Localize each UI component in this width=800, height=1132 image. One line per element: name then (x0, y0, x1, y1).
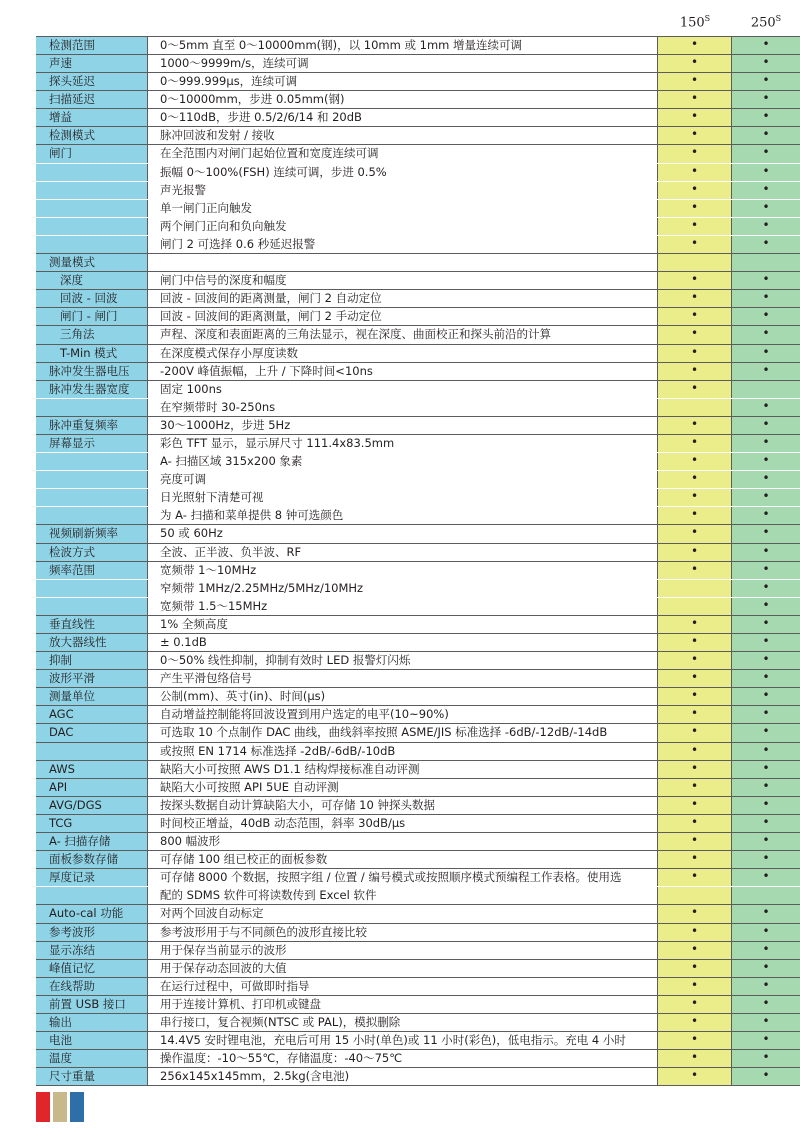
spec-value: 或按照 EN 1714 标准选择 -2dB/-6dB/-10dB (148, 743, 658, 760)
spec-row (36, 182, 800, 200)
spec-row (36, 254, 800, 272)
model-250-mark: • (732, 1050, 800, 1067)
spec-row (36, 616, 800, 634)
model-250-mark: • (732, 145, 800, 162)
model-250-mark: • (732, 1014, 800, 1031)
spec-row (36, 363, 800, 381)
spec-row (36, 942, 800, 960)
model-150-mark: • (658, 544, 732, 561)
spec-label: T-Min 模式 (36, 345, 148, 362)
model-250-mark: • (732, 779, 800, 796)
model-250-mark: • (732, 37, 800, 54)
model-150-label: $150^S$ (679, 14, 711, 31)
model-250-mark: • (732, 399, 800, 416)
model-250-mark: • (732, 73, 800, 90)
model-150-mark (658, 887, 732, 904)
spec-label: 脉冲发生器电压 (36, 363, 148, 380)
model-150-mark: • (658, 489, 732, 506)
model-250-mark: • (732, 598, 800, 615)
model-150-mark: • (658, 345, 732, 362)
spec-value: 回波 - 回波间的距离测量，闸门 2 手动定位 (148, 308, 658, 325)
spec-row (36, 200, 800, 218)
spec-value: 宽频带 1～10MHz (148, 562, 658, 579)
spec-value: 在全范围内对闸门起始位置和宽度连续可调 (148, 145, 658, 162)
spec-value: 日光照射下清楚可视 (148, 489, 658, 506)
spec-value: 可选取 10 个点制作 DAC 曲线，曲线斜率按照 ASME/JIS 标准选择 -6dB/-12dB/-14dB (148, 724, 658, 741)
model-250-mark: • (732, 688, 800, 705)
model-150-mark: • (658, 761, 732, 778)
spec-value: 声程、深度和表面距离的三角法显示，视在深度、曲面校正和探头前沿的计算 (148, 326, 658, 343)
spec-row (36, 489, 800, 507)
spec-row (36, 417, 800, 435)
spec-row (36, 236, 800, 254)
spec-value: 可存储 8000 个数据，按照字组 / 位置 / 编号模式或按照顺序模式预编程工作表格。使用选 (148, 869, 658, 886)
spec-label (36, 164, 148, 181)
spec-label (36, 471, 148, 488)
spec-row (36, 109, 800, 127)
spec-value: 缺陷大小可按照 API 5UE 自动评测 (148, 779, 658, 796)
blue-block (70, 1092, 84, 1122)
spec-value: 自动增益控制能将回波设置到用户选定的电平(10~90%) (148, 706, 658, 723)
spec-value: 在运行过程中，可做即时指导 (148, 978, 658, 995)
spec-row (36, 1032, 800, 1050)
spec-label: 探头延迟 (36, 73, 148, 90)
spec-label: 参考波形 (36, 924, 148, 941)
spec-value (148, 254, 658, 271)
model-150-mark: • (658, 905, 732, 922)
spec-value: 0～10000mm，步进 0.05mm(钢) (148, 91, 658, 108)
model-150-mark: • (658, 652, 732, 669)
model-250-mark: • (732, 326, 800, 343)
spec-row (36, 272, 800, 290)
spec-label: 面板参数存储 (36, 851, 148, 868)
model-250-mark: • (732, 815, 800, 832)
model-150-mark: • (658, 724, 732, 741)
spec-row (36, 73, 800, 91)
spec-value: 参考波形用于与不同颜色的波形直接比较 (148, 924, 658, 941)
spec-value: 脉冲回波和发射 / 接收 (148, 127, 658, 144)
model-250-mark: • (732, 978, 800, 995)
spec-row (36, 869, 800, 887)
spec-row (36, 851, 800, 869)
spec-row (36, 290, 800, 308)
spec-label: 电池 (36, 1032, 148, 1049)
model-250-mark: • (732, 706, 800, 723)
model-250-mark: • (732, 761, 800, 778)
spec-label (36, 887, 148, 904)
spec-value: 14.4V5 安时锂电池，充电后可用 15 小时(单色)或 11 小时(彩色)，低电指示。充电 4 小时 (148, 1032, 658, 1049)
spec-label: AGC (36, 706, 148, 723)
spec-label (36, 236, 148, 253)
spec-label (36, 182, 148, 199)
spec-row (36, 453, 800, 471)
model-150-mark: • (658, 869, 732, 886)
spec-table (36, 36, 800, 1086)
model-250-mark: • (732, 453, 800, 470)
spec-label: 输出 (36, 1014, 148, 1031)
spec-row (36, 381, 800, 399)
model-150-mark: • (658, 272, 732, 289)
model-150-mark: • (658, 73, 732, 90)
model-250-mark: • (732, 580, 800, 597)
spec-row (36, 978, 800, 996)
spec-value: 单一闸门正向触发 (148, 200, 658, 217)
spec-value: 缺陷大小可按照 AWS D1.1 结构焊接标准自动评测 (148, 761, 658, 778)
model-250-mark: • (732, 634, 800, 651)
model-250-mark: • (732, 960, 800, 977)
spec-value: 亮度可调 (148, 471, 658, 488)
model-150-mark (658, 598, 732, 615)
spec-label (36, 743, 148, 760)
spec-label: A- 扫描存储 (36, 833, 148, 850)
spec-value: 50 或 60Hz (148, 525, 658, 542)
spec-row (36, 761, 800, 779)
spec-label: 测量模式 (36, 254, 148, 271)
model-250-mark: • (732, 743, 800, 760)
model-150-mark: • (658, 688, 732, 705)
spec-label: 增益 (36, 109, 148, 126)
spec-value: 1000～9999m/s，连续可调 (148, 55, 658, 72)
model-150-mark: • (658, 91, 732, 108)
spec-value: 时间校正增益，40dB 动态范围，斜率 30dB/μs (148, 815, 658, 832)
model-250-mark: • (732, 833, 800, 850)
model-250-mark: • (732, 218, 800, 235)
model-250-mark: • (732, 851, 800, 868)
model-250-mark: • (732, 435, 800, 452)
spec-value: 固定 100ns (148, 381, 658, 398)
spec-value: 0～999.999μs，连续可调 (148, 73, 658, 90)
model-250-mark: • (732, 942, 800, 959)
spec-label: 脉冲发生器宽度 (36, 381, 148, 398)
model-250-mark: • (732, 417, 800, 434)
spec-value: 闸门中信号的深度和幅度 (148, 272, 658, 289)
spec-label: API (36, 779, 148, 796)
model-150-mark: • (658, 743, 732, 760)
spec-label: 温度 (36, 1050, 148, 1067)
model-150-mark: • (658, 1050, 732, 1067)
spec-label: 峰值记忆 (36, 960, 148, 977)
model-250-mark: • (732, 55, 800, 72)
spec-label (36, 507, 148, 524)
model-250-mark: • (732, 525, 800, 542)
spec-row (36, 743, 800, 761)
spec-value: ± 0.1dB (148, 634, 658, 651)
model-150-mark (658, 254, 732, 271)
spec-label: 回波 - 回波 (36, 290, 148, 307)
spec-row (36, 706, 800, 724)
spec-row (36, 164, 800, 182)
model-250-mark: • (732, 869, 800, 886)
spec-row (36, 580, 800, 598)
spec-value: 0～50% 线性抑制，抑制有效时 LED 报警灯闪烁 (148, 652, 658, 669)
spec-value: 彩色 TFT 显示，显示屏尺寸 111.4x83.5mm (148, 435, 658, 452)
spec-value: 256x145x145mm，2.5kg(含电池) (148, 1068, 658, 1085)
spec-label: 波形平滑 (36, 670, 148, 687)
spec-value: 800 幅波形 (148, 833, 658, 850)
spec-label: 视频刷新频率 (36, 525, 148, 542)
spec-row (36, 1050, 800, 1068)
model-250-mark: • (732, 544, 800, 561)
spec-label (36, 399, 148, 416)
spec-label (36, 453, 148, 470)
spec-label: 放大器线性 (36, 634, 148, 651)
spec-label: 在线帮助 (36, 978, 148, 995)
model-250-mark (732, 381, 800, 398)
model-150-mark: • (658, 960, 732, 977)
spec-label: 屏幕显示 (36, 435, 148, 452)
spec-row (36, 544, 800, 562)
model-250-mark: • (732, 290, 800, 307)
spec-label: AWS (36, 761, 148, 778)
spec-value: 可存储 100 组已校正的面板参数 (148, 851, 658, 868)
model-150-mark: • (658, 127, 732, 144)
model-150-mark: • (658, 1032, 732, 1049)
spec-value: 1% 全频高度 (148, 616, 658, 633)
model-250-mark: • (732, 996, 800, 1013)
spec-label: 频率范围 (36, 562, 148, 579)
model-250-mark: • (732, 345, 800, 362)
spec-value: 为 A- 扫描和菜单提供 8 钟可选颜色 (148, 507, 658, 524)
model-150-mark: • (658, 562, 732, 579)
spec-row (36, 399, 800, 417)
spec-value: 操作温度：-10～55℃，存储温度：-40～75℃ (148, 1050, 658, 1067)
spec-row (36, 435, 800, 453)
model-150-mark: • (658, 1014, 732, 1031)
spec-label: 声速 (36, 55, 148, 72)
model-150-mark (658, 580, 732, 597)
model-header (658, 14, 800, 32)
model-150-mark: • (658, 290, 732, 307)
spec-row (36, 634, 800, 652)
model-250-mark: • (732, 652, 800, 669)
model-250-mark: • (732, 91, 800, 108)
model-150-mark: • (658, 815, 732, 832)
spec-label: DAC (36, 724, 148, 741)
model-150-mark: • (658, 634, 732, 651)
model-150-mark: • (658, 507, 732, 524)
spec-row (36, 652, 800, 670)
spec-label: 检测范围 (36, 37, 148, 54)
spec-value: 振幅 0～100%(FSH) 连续可调，步进 0.5% (148, 164, 658, 181)
spec-row (36, 1068, 800, 1086)
model-150-mark: • (658, 363, 732, 380)
model-150-mark: • (658, 525, 732, 542)
spec-row (36, 960, 800, 978)
model-150-mark: • (658, 182, 732, 199)
model-150-mark: • (658, 616, 732, 633)
model-250-mark: • (732, 308, 800, 325)
model-250-mark: • (732, 1032, 800, 1049)
spec-row (36, 145, 800, 163)
model-250-mark: • (732, 182, 800, 199)
spec-label: 垂直线性 (36, 616, 148, 633)
spec-value: 0～110dB，步进 0.5/2/6/14 和 20dB (148, 109, 658, 126)
spec-row (36, 471, 800, 489)
spec-label: 前置 USB 接口 (36, 996, 148, 1013)
spec-label: 检波方式 (36, 544, 148, 561)
model-250-mark: • (732, 616, 800, 633)
spec-row (36, 507, 800, 525)
model-250-mark: • (732, 363, 800, 380)
spec-label: TCG (36, 815, 148, 832)
spec-row (36, 326, 800, 344)
model-150-mark: • (658, 706, 732, 723)
model-150-mark: • (658, 942, 732, 959)
spec-value: 声光报警 (148, 182, 658, 199)
model-150-mark: • (658, 37, 732, 54)
model-250-mark: • (732, 1068, 800, 1085)
spec-label (36, 218, 148, 235)
gold-block (53, 1092, 67, 1122)
model-250-mark: • (732, 471, 800, 488)
model-150-mark: • (658, 145, 732, 162)
model-250-mark: • (732, 924, 800, 941)
model-250-mark: • (732, 670, 800, 687)
spec-value: 按探头数据自动计算缺陷大小，可存储 10 钟探头数据 (148, 797, 658, 814)
spec-label (36, 598, 148, 615)
model-250-mark: • (732, 200, 800, 217)
model-150-mark: • (658, 55, 732, 72)
spec-value: 两个闸门正向和负向触发 (148, 218, 658, 235)
model-250-mark: • (732, 507, 800, 524)
spec-value: 用于保存动态回波的大值 (148, 960, 658, 977)
model-250-mark: • (732, 489, 800, 506)
model-150-mark: • (658, 236, 732, 253)
spec-value: 串行接口，复合视频(NTSC 或 PAL)，模拟删除 (148, 1014, 658, 1031)
spec-row (36, 724, 800, 742)
spec-row (36, 833, 800, 851)
spec-row (36, 598, 800, 616)
model-150-mark: • (658, 996, 732, 1013)
model-150-mark: • (658, 218, 732, 235)
spec-row (36, 815, 800, 833)
spec-row (36, 562, 800, 580)
model-250-mark: • (732, 905, 800, 922)
model-150-mark: • (658, 924, 732, 941)
model-250-mark: • (732, 272, 800, 289)
model-150-mark: • (658, 1068, 732, 1085)
spec-label: Auto-cal 功能 (36, 905, 148, 922)
spec-label: 三角法 (36, 326, 148, 343)
spec-row (36, 779, 800, 797)
spec-value: 0～5mm 直至 0～10000mm(钢)，以 10mm 或 1mm 增量连续可调 (148, 37, 658, 54)
model-250-mark: • (732, 127, 800, 144)
spec-row (36, 924, 800, 942)
spec-label (36, 580, 148, 597)
model-250-mark: • (732, 797, 800, 814)
model-150-mark: • (658, 200, 732, 217)
spec-row (36, 127, 800, 145)
spec-row (36, 308, 800, 326)
spec-row (36, 345, 800, 363)
spec-label: 抑制 (36, 652, 148, 669)
model-150-mark: • (658, 308, 732, 325)
spec-row (36, 55, 800, 73)
spec-row (36, 1014, 800, 1032)
spec-row (36, 905, 800, 923)
spec-value: 对两个回波自动标定 (148, 905, 658, 922)
spec-value: 30～1000Hz，步进 5Hz (148, 417, 658, 434)
model-150-mark: • (658, 453, 732, 470)
spec-row (36, 36, 800, 55)
spec-row (36, 91, 800, 109)
spec-label: 闸门 - 闸门 (36, 308, 148, 325)
model-150-mark: • (658, 381, 732, 398)
model-250-mark: • (732, 164, 800, 181)
spec-label: 厚度记录 (36, 869, 148, 886)
model-250-label: $250^S$ (750, 14, 782, 31)
spec-label: 检测模式 (36, 127, 148, 144)
model-150-mark: • (658, 164, 732, 181)
model-250-mark (732, 254, 800, 271)
spec-row (36, 797, 800, 815)
spec-label (36, 489, 148, 506)
model-150-mark: • (658, 797, 732, 814)
spec-value: 公制(mm)、英寸(in)、时间(μs) (148, 688, 658, 705)
spec-label: 尺寸重量 (36, 1068, 148, 1085)
spec-label: 显示冻结 (36, 942, 148, 959)
model-150-mark: • (658, 109, 732, 126)
spec-value: A- 扫描区域 315x200 象素 (148, 453, 658, 470)
model-150-mark: • (658, 978, 732, 995)
spec-row (36, 218, 800, 236)
spec-value: 在深度模式保存小厚度读数 (148, 345, 658, 362)
spec-value: 回波 - 回波间的距离测量，闸门 2 自动定位 (148, 290, 658, 307)
model-150-mark: • (658, 435, 732, 452)
spec-value: 在窄频带时 30-250ns (148, 399, 658, 416)
model-150-mark: • (658, 417, 732, 434)
spec-row (36, 887, 800, 905)
spec-label: 深度 (36, 272, 148, 289)
spec-label: 扫描延迟 (36, 91, 148, 108)
model-150-mark: • (658, 851, 732, 868)
model-250-mark: • (732, 236, 800, 253)
model-150-mark: • (658, 326, 732, 343)
red-block (36, 1092, 50, 1122)
spec-value: 全波、正半波、负半波、RF (148, 544, 658, 561)
spec-value: 用于保存当前显示的波形 (148, 942, 658, 959)
spec-value: 用于连接计算机、打印机或键盘 (148, 996, 658, 1013)
model-250-mark: • (732, 109, 800, 126)
model-250-mark: • (732, 724, 800, 741)
model-150-mark (658, 399, 732, 416)
spec-label: 测量单位 (36, 688, 148, 705)
spec-value: 产生平滑包络信号 (148, 670, 658, 687)
model-150-mark: • (658, 670, 732, 687)
spec-value: 闸门 2 可选择 0.6 秒延迟报警 (148, 236, 658, 253)
spec-value: 配的 SDMS 软件可将读数传到 Excel 软件 (148, 887, 658, 904)
model-150-mark: • (658, 471, 732, 488)
spec-label: AVG/DGS (36, 797, 148, 814)
model-250-mark (732, 887, 800, 904)
spec-value: -200V 峰值振幅，上升 / 下降时间<10ns (148, 363, 658, 380)
model-150-mark: • (658, 779, 732, 796)
spec-label: 脉冲重复频率 (36, 417, 148, 434)
spec-value: 窄频带 1MHz/2.25MHz/5MHz/10MHz (148, 580, 658, 597)
spec-label: 闸门 (36, 145, 148, 162)
spec-row (36, 670, 800, 688)
spec-label (36, 200, 148, 217)
spec-value: 宽频带 1.5～15MHz (148, 598, 658, 615)
model-250-mark: • (732, 562, 800, 579)
spec-row (36, 525, 800, 543)
model-150-mark: • (658, 833, 732, 850)
spec-row (36, 996, 800, 1014)
spec-row (36, 688, 800, 706)
